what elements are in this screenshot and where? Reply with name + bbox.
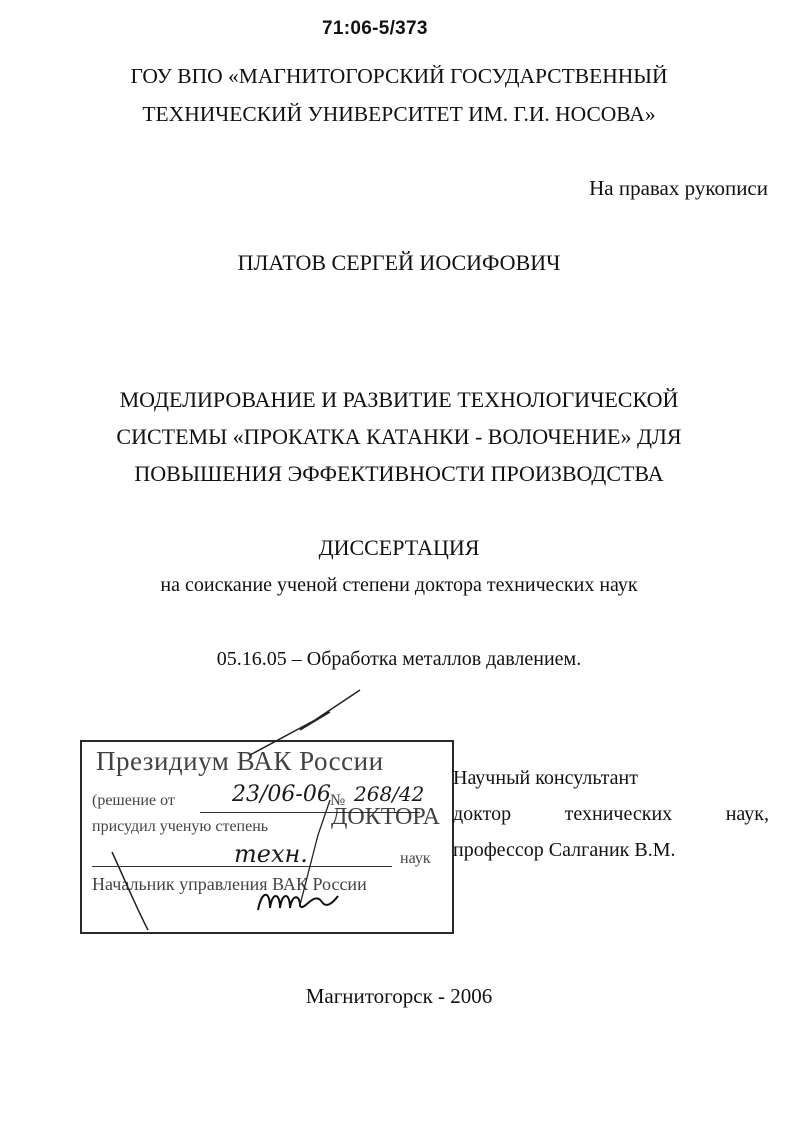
stamp-awarded-label: присудил ученую степень [92, 818, 269, 835]
rights-note: На правах рукописи [589, 176, 768, 200]
institution-line-1: ГОУ ВПО «МАГНИТОГОРСКИЙ ГОСУДАРСТВЕННЫЙ [130, 64, 668, 88]
author-name: ПЛАТОВ СЕРГЕЙ ИОСИФОВИЧ [237, 250, 561, 275]
stamp-awarded-degree: ДОКТОРА [331, 804, 440, 830]
thesis-title-line-2: СИСТЕМЫ «ПРОКАТКА КАТАНКИ - ВОЛОЧЕНИЕ» ДЛЯ [116, 424, 682, 449]
stamp-decision-label: (решение от [92, 792, 175, 809]
consultant-degree [453, 796, 769, 832]
thesis-title [0, 381, 798, 492]
degree-purpose: на соискание ученой степени доктора технических наук [160, 574, 638, 596]
consultant-name: профессор Салганик В.М. [453, 839, 676, 861]
specialty: 05.16.05 – Обработка металлов давлением. [216, 648, 582, 670]
consultant-degree-word-3: наук, [725, 803, 769, 825]
thesis-title-line-1: МОДЕЛИРОВАНИЕ И РАЗВИТИЕ ТЕХНОЛОГИЧЕСКОЙ [119, 387, 679, 412]
vak-stamp [80, 740, 454, 934]
consultant-degree-word-1: доктор [453, 803, 512, 825]
consultant-block [453, 760, 769, 868]
document-type: ДИССЕРТАЦИЯ [318, 535, 480, 560]
thesis-title-line-3: ПОВЫШЕНИЯ ЭФФЕКТИВНОСТИ ПРОИЗВОДСТВА [134, 461, 664, 486]
stamp-decision-no: 268/42 [354, 782, 425, 806]
stamp-field-handwritten: техн. [234, 840, 308, 868]
institution-line-2: ТЕХНИЧЕСКИЙ УНИВЕРСИТЕТ ИМ. Г.И. НОСОВА» [142, 102, 656, 126]
stamp-signer-label: Начальник управления ВАК России [92, 874, 367, 894]
consultant-degree-word-2: технических [564, 803, 673, 825]
stamp-signature [252, 882, 342, 922]
stamp-field-suffix: наук [400, 850, 431, 867]
stamp-header: Президиум ВАК России [96, 746, 384, 776]
city-year: Магнитогорск - 2006 [305, 984, 493, 1008]
stamp-decision-no-label: № [330, 792, 346, 809]
consultant-role: Научный консультант [453, 767, 638, 789]
catalog-number: 71:06-5/373 [322, 18, 428, 39]
stamp-decision-date: 23/06-06 [232, 782, 331, 807]
